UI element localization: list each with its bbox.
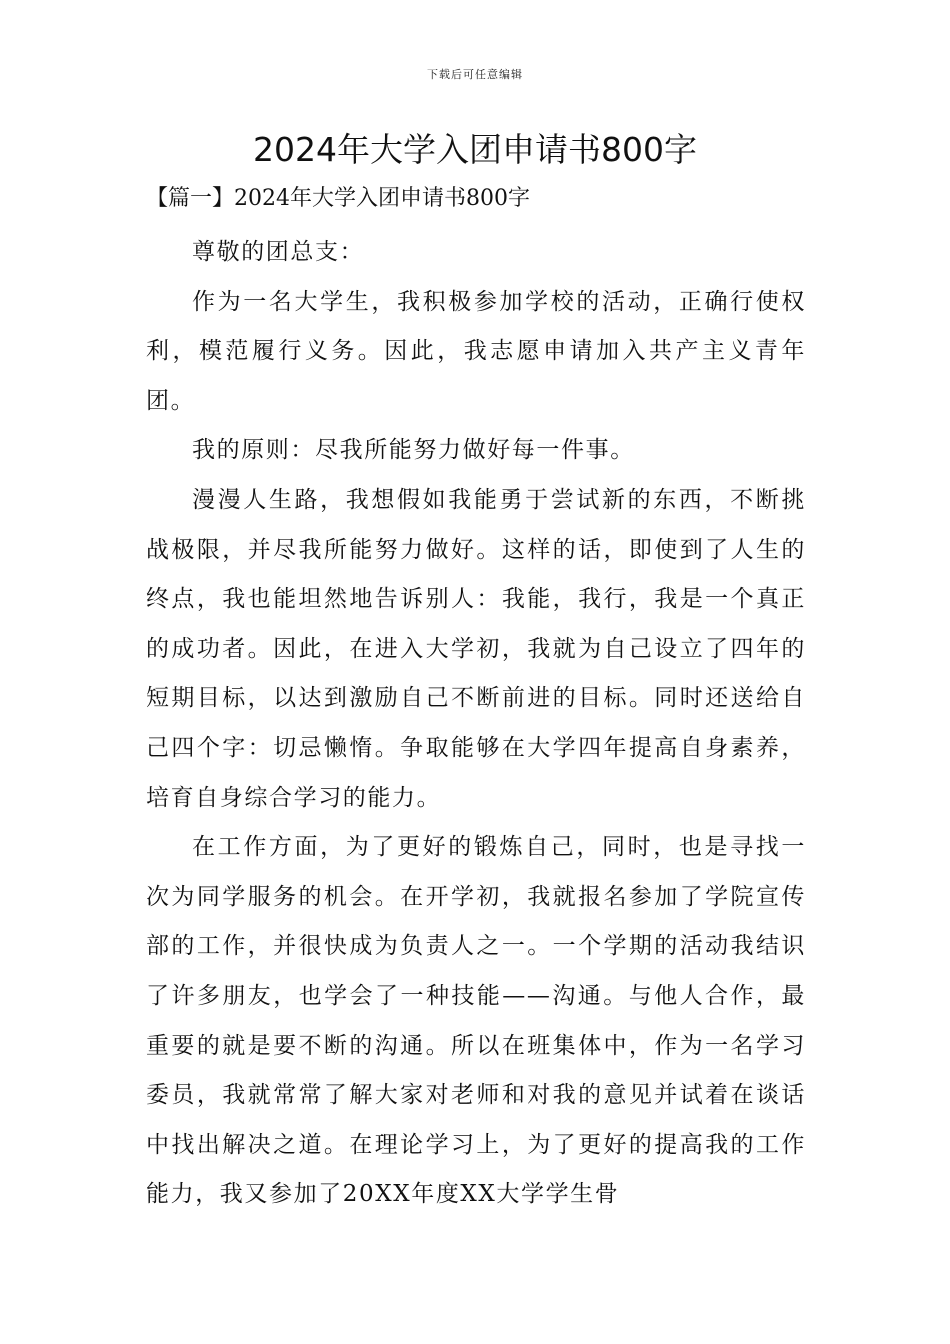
header-note: 下载后可任意编辑: [427, 68, 523, 81]
body-paragraph: 在工作方面，为了更好的锻炼自己，同时，也是寻找一次为同学服务的机会。在开学初，我就报名参加了学院宣传部的工作，并很快成为负责人之一。一个学期的活动我结识了许多朋友，也学会了一种技能——沟通。与他人合作，最重要的就是要不断的沟通。所以在班集体中，作为一名学习委员，我就常常了解大家对老师和对我的意见并试着在谈话中找出解决之道。在理论学习上，为了更好的提高我的工作能力，我又参加了20XX年度XX大学学生骨: [146, 834, 806, 1208]
document-title: 2024年大学入团申请书800字: [253, 130, 697, 169]
body-paragraph: 漫漫人生路，我想假如我能勇于尝试新的东西，不断挑战极限，并尽我所能努力做好。这样的话，即使到了人生的终点，我也能坦然地告诉别人：我能，我行，我是一个真正的成功者。因此，在进入大学初，我就为自己设立了四年的短期目标，以达到激励自己不断前进的目标。同时还送给自己四个字：切忌懒惰。争取能够在大学四年提高自身素养，培育自身综合学习的能力。: [146, 486, 806, 811]
body-paragraph: 作为一名大学生，我积极参加学校的活动，正确行使权利，模范履行义务。因此，我志愿申请加入共产主义青年团。: [146, 288, 806, 414]
salutation-paragraph: 尊敬的团总支：: [192, 239, 365, 265]
body-paragraph: 我的原则：尽我所能努力做好每一件事。: [192, 437, 635, 464]
document-body: [146, 228, 806, 1220]
section-heading: 【篇一】2024年大学入团申请书800字: [146, 186, 530, 211]
